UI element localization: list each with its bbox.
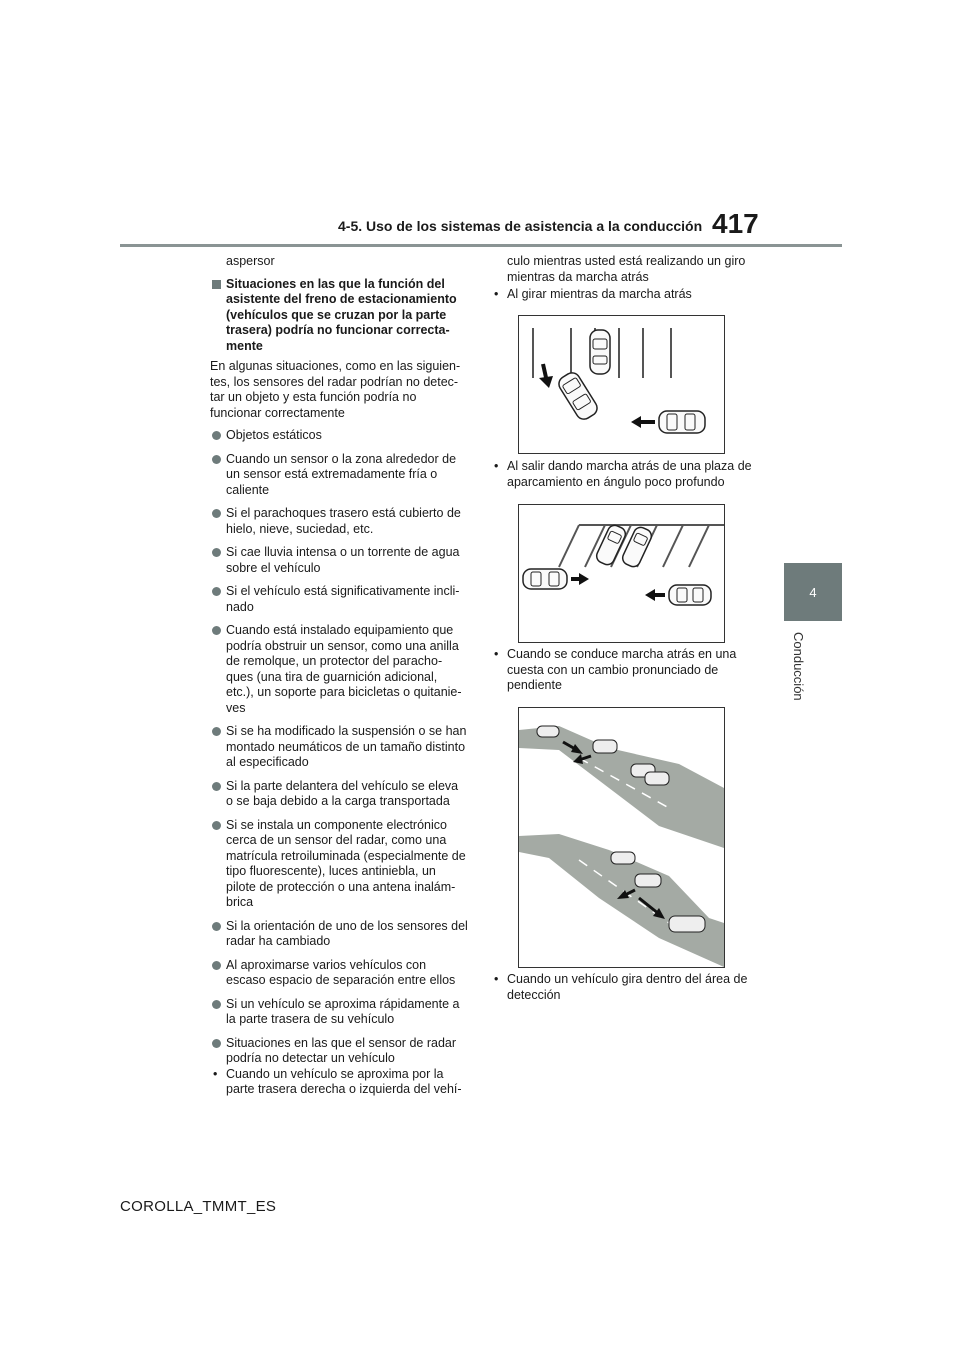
list-item-text: Si el vehículo está significativamente incli-nado <box>226 584 460 614</box>
list-item-text: Al aproximarse varios vehículos con escaso espacio de separación entre ellos <box>226 957 456 987</box>
list-item-text: Si cae lluvia intensa o un torrente de agua sobre el vehículo <box>226 545 460 575</box>
dot-bullet-icon: • <box>494 459 499 473</box>
exiting-car-icon <box>523 569 567 589</box>
circle-bullet-icon <box>212 509 221 518</box>
chapter-tab[interactable]: 4 <box>784 563 842 621</box>
list-item <box>210 545 468 576</box>
dot-bullet-icon: • <box>494 647 499 661</box>
circle-bullet-icon <box>212 455 221 464</box>
list-item <box>210 818 468 911</box>
list-item <box>210 584 468 615</box>
list-item <box>210 1036 468 1067</box>
section-heading <box>210 277 468 355</box>
sub-bullet <box>210 1067 468 1098</box>
parked-car-icon <box>590 330 610 374</box>
dot-bullet-icon: • <box>494 287 499 301</box>
continuation-text: aspersor <box>226 254 275 268</box>
list-item <box>210 506 468 537</box>
circle-bullet-icon <box>212 961 221 970</box>
list-item <box>210 724 468 771</box>
intro-paragraph: En algunas situaciones, como en las siguien-tes, los sensores del radar podrían no detec-tar un objeto y esta función podría no funcionar correctamente <box>210 359 461 420</box>
illustration-angled-parking <box>518 504 725 643</box>
list-item-text: Si un vehículo se aproxima rápidamente a la parte trasera de su vehículo <box>226 996 460 1026</box>
list-item-text: Cuando está instalado equipamiento que podría obstruir un sensor, como una anilla de remolque, un protector del paracho-ques (una tira de guarnición adicional, etc.), un soporte para bicicletas o quitanie-ves <box>226 623 462 715</box>
car-icon <box>669 916 705 932</box>
sub-bullet-text: Al girar mientras da marcha atrás <box>507 287 692 301</box>
left-column <box>210 254 468 1100</box>
list-item <box>210 779 468 810</box>
list-item-text: Si se instala un componente electrónico cerca de un sensor del radar, como una matrícula retroiluminada (especialmente de tipo fluorescente), luces antiniebla, un pilote de protección o una antena inalám-brica <box>226 817 466 909</box>
arrow-icon <box>631 416 655 428</box>
illustration-reverse-turn <box>518 315 725 454</box>
sub-bullet <box>491 972 756 1003</box>
circle-bullet-icon <box>212 821 221 830</box>
list-item-text: Objetos estáticos <box>226 428 322 442</box>
right-bullet-2 <box>491 459 756 492</box>
crossing-car-icon <box>669 585 711 605</box>
car-icon <box>537 726 559 737</box>
list-item <box>210 623 468 716</box>
dot-bullet-icon: • <box>213 1066 218 1081</box>
page-number: 417 <box>712 208 759 239</box>
chapter-label: Conducción <box>791 632 806 701</box>
list-item <box>210 428 468 444</box>
circle-bullet-icon <box>212 727 221 736</box>
right-column-top <box>491 254 756 305</box>
sub-bullet-text: Al salir dando marcha atrás de una plaza de aparcamiento en ángulo poco profundo <box>507 459 752 489</box>
sub-bullet-text: Cuando un vehículo gira dentro del área de detección <box>507 972 748 1002</box>
header-rule <box>120 244 842 247</box>
list-item-text: Si la orientación de uno de los sensores del radar ha cambiado <box>226 918 468 948</box>
square-bullet-icon <box>212 280 221 289</box>
list-item-text: Si la parte delantera del vehículo se eleva o se baja debido a la carga transportada <box>226 778 459 808</box>
circle-bullet-icon <box>212 626 221 635</box>
list-item-text: Cuando un sensor o la zona alrededor de un sensor está extremadamente fría o caliente <box>226 451 457 497</box>
circle-bullet-icon <box>212 431 221 440</box>
sub-bullet-text: Cuando un vehículo se aproxima por la parte trasera derecha o izquierda del vehí- <box>226 1066 462 1096</box>
circle-bullet-icon <box>212 782 221 791</box>
arrow-icon <box>645 589 665 601</box>
section-heading-text: Situaciones en las que la función del asistente del freno de estacionamiento (vehículos que se cruzan por la parte trasera) podría no funcionar correcta-mente <box>226 276 457 353</box>
car-icon <box>645 772 669 785</box>
circle-bullet-icon <box>212 922 221 931</box>
list-item <box>210 919 468 950</box>
right-bullet-4 <box>491 972 756 1005</box>
arrow-icon <box>571 573 589 585</box>
list-item <box>210 997 468 1028</box>
car-icon <box>593 740 617 753</box>
circle-bullet-icon <box>212 1000 221 1009</box>
list-item-text: Si el parachoques trasero está cubierto de hielo, nieve, suciedad, etc. <box>226 506 461 536</box>
sub-bullet <box>491 459 756 490</box>
circle-bullet-icon <box>212 587 221 596</box>
right-bullet-3 <box>491 647 756 696</box>
illustration-slope <box>518 707 725 968</box>
document-code: COROLLA_TMMT_ES <box>120 1198 277 1215</box>
car-icon <box>635 874 661 887</box>
dot-bullet-icon: • <box>494 972 499 986</box>
list-item-text: Si se ha modificado la suspensión o se han montado neumáticos de un tamaño distinto al especificado <box>226 724 467 769</box>
crossing-car-icon <box>659 411 705 433</box>
sub-bullet <box>491 647 756 694</box>
sub-bullet <box>491 287 756 303</box>
sub-bullet-text: Cuando se conduce marcha atrás en una cuesta con un cambio pronunciado de pendiente <box>507 647 737 692</box>
list-item-text: Situaciones en las que el sensor de radar podría no detectar un vehículo <box>226 1035 457 1065</box>
car-icon <box>611 852 635 864</box>
circle-bullet-icon <box>212 1039 221 1048</box>
section-title: 4-5. Uso de los sistemas de asistencia a la conducción <box>338 218 703 234</box>
continuation-text: culo mientras usted está realizando un giro mientras da marcha atrás <box>507 254 746 284</box>
circle-bullet-icon <box>212 548 221 557</box>
arrow-icon <box>539 364 553 388</box>
list-item <box>210 958 468 989</box>
reversing-car-icon <box>556 370 600 422</box>
list-item <box>210 452 468 499</box>
